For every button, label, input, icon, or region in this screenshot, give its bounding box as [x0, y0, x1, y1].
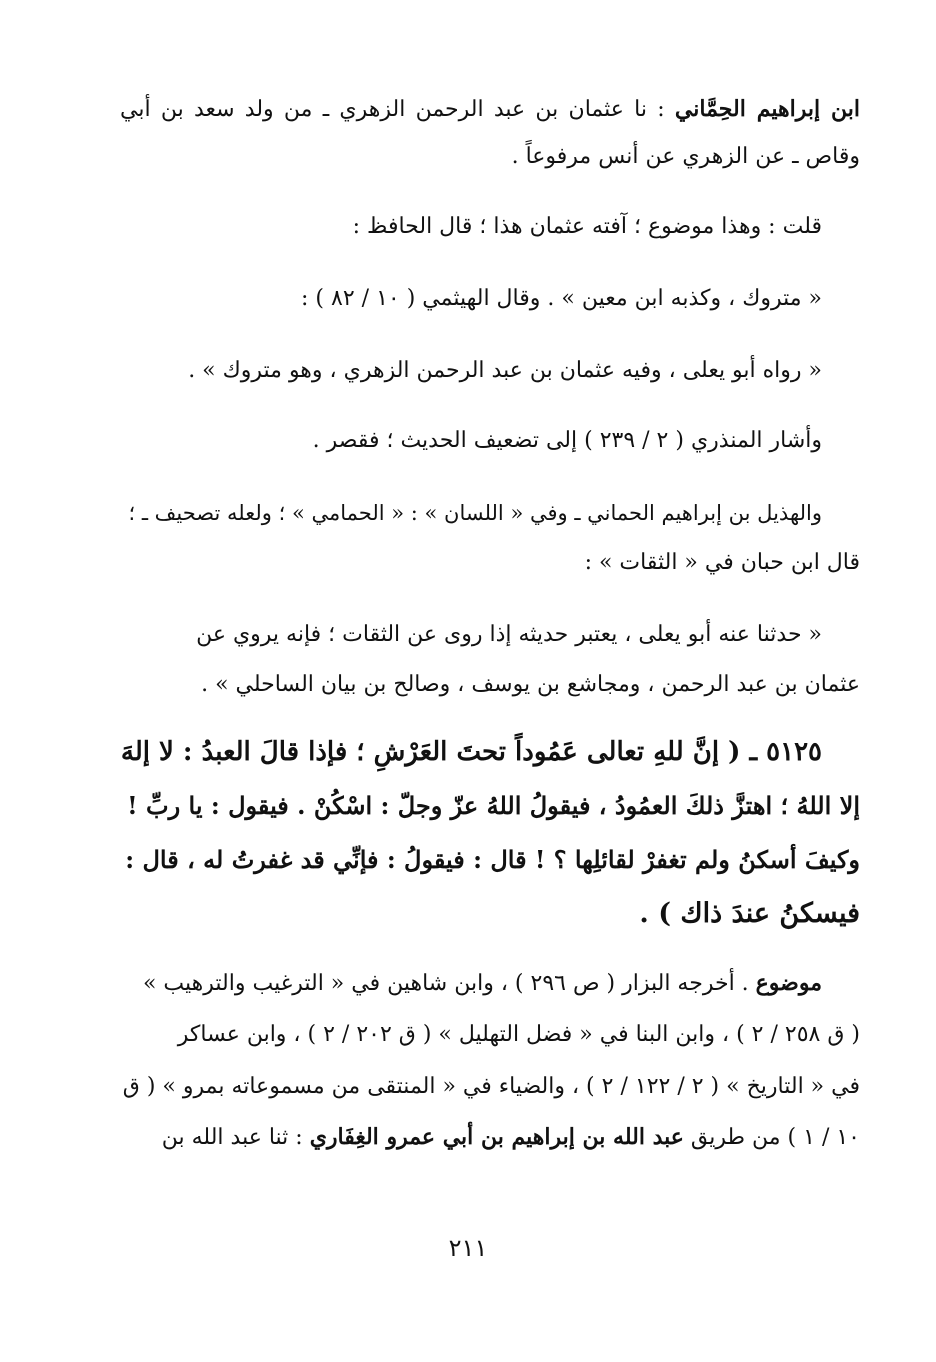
takhrij-line-4: [120, 1120, 860, 1155]
text-line-8: قال ابن حبان في « الثقات » :: [584, 550, 860, 575]
text-line-3: قلت : وهذا موضوع ؛ آفته عثمان هذا ؛ قال الحافظ :: [352, 214, 822, 239]
hadith-line-3: وكيفَ أسكنُ ولم تغفرْ لقائلِها ؟ ! قال : فيقولُ : فإنِّي قد غفرتُ له ، قال :: [125, 845, 860, 874]
text-line-2: وقاص ـ عن الزهري عن أنس مرفوعاً .: [511, 144, 860, 169]
takhrij-line-4-b: : ثنا عبد الله بن: [161, 1125, 310, 1150]
takhrij-line-2: ( ق ٢٥٨ / ٢ ) ، وابن البنا في « فضل التهليل » ( ق ٢٠٢ / ٢ ) ، وابن عساكر: [177, 1022, 860, 1047]
text-line-7: والهذيل بن إبراهيم الحماني ـ وفي « اللسان » : « الحمامي » ؛ ولعله تصحيف ـ ؛: [128, 501, 822, 525]
page-number: ٢١١: [448, 1234, 488, 1262]
grade-label: موضوع: [755, 970, 822, 996]
hadith-line-2: إلا اللهُ ؛ اهتزَّ ذلكَ العمُودُ ، فيقولُ اللهُ عزّ وجلّ : اسْكُنْ . فيقول : يا ربِّ !: [127, 791, 860, 820]
hadith-line-1: ٥١٢٥ ـ ( إنَّ للهِ تعالى عَمُوداً تحتَ العَرْشِ ؛ فإذا قالَ العبدُ : لا إلهَ: [120, 737, 822, 767]
text-line-5: « رواه أبو يعلى ، وفيه عثمان بن عبد الرحمن الزهري ، وهو متروك » .: [188, 358, 822, 383]
takhrij-line-4-a: ١٠ / ١ ) من طريق: [683, 1125, 860, 1150]
text-line-9: « حدثنا عنه أبو يعلى ، يعتبر حديثه إذا روى عن الثقات ؛ فإنه يروي عن: [196, 622, 822, 647]
line-1-text: : نا عثمان بن عبد الرحمن الزهري ـ من ولد سعد بن أبي: [120, 97, 675, 122]
narrator-name-2: عبد الله بن إبراهيم بن أبي عمرو الغِفَاري: [309, 1124, 684, 1150]
takhrij-line-1: [120, 966, 822, 1001]
text-line-4: « متروك ، وكذبه ابن معين » . وقال الهيثمي ( ١٠ / ٨٢ ) :: [301, 286, 822, 311]
text-line-1: [120, 92, 860, 127]
takhrij-line-3: في « التاريخ » ( ٢ / ١٢٢ / ٢ ) ، والضياء في « المنتقى من مسموعاته بمرو » ( ق: [122, 1074, 860, 1099]
text-line-6: وأشار المنذري ( ٢ / ٢٣٩ ) إلى تضعيف الحديث ؛ فقصر .: [312, 428, 822, 453]
hadith-line-4: فيسكنُ عندَ ذاك ) .: [639, 898, 860, 929]
takhrij-line-1-text: . أخرجه البزار ( ص ٢٩٦ ) ، وابن شاهين في « الترغيب والترهيب »: [142, 971, 756, 996]
narrator-name: ابن إبراهيم الحِمَّاني: [674, 96, 860, 122]
text-line-10: عثمان بن عبد الرحمن ، ومجاشع بن يوسف ، وصالح بن بيان الساحلي » .: [201, 672, 860, 697]
